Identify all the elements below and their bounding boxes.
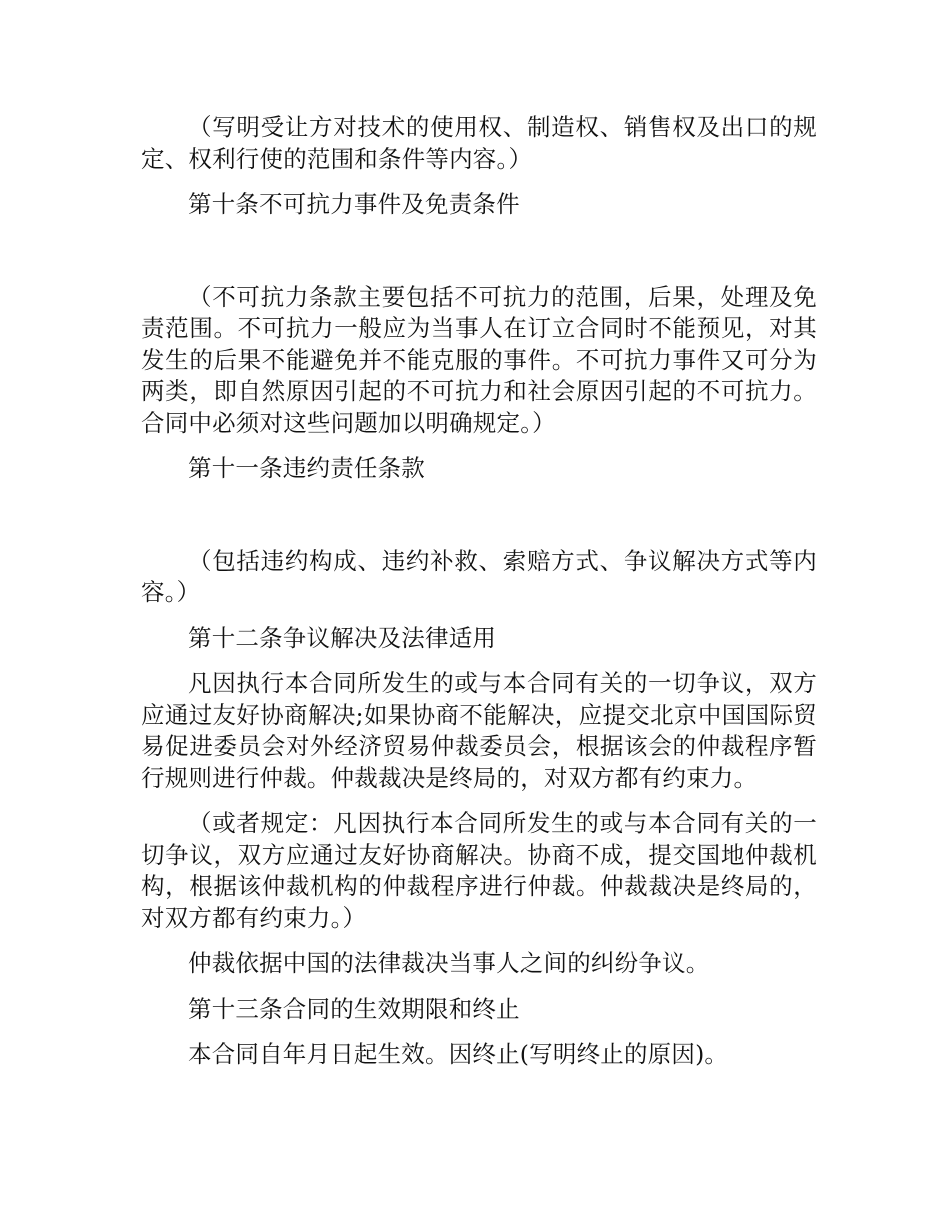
paragraph-governing-law: 仲裁依据中国的法律裁决当事人之间的纠纷争议。 (188, 949, 710, 977)
article-13-heading: 第十三条合同的生效期限和终止 (188, 994, 520, 1023)
blank-space (141, 499, 817, 546)
article-12-heading: 第十二条争议解决及法律适用 (188, 623, 497, 652)
paragraph-transferee-rights-note: （写明受让方对技术的使用权、制造权、销售权及出口的规定、权利行使的范围和条件等内容。） (141, 113, 817, 173)
paragraph-arbitration-clause: 凡因执行本合同所发生的或与本合同有关的一切争议，双方应通过友好协商解决;如果协商不能解决，应提交北京中国国际贸易促进委员会对外经济贸易仲裁委员会，根据该会的仲裁程序暂行规则进行仲裁。仲裁裁决是终局的，对双方都有约束力。 (141, 669, 817, 792)
document-body (141, 112, 817, 1085)
blank-space (141, 235, 817, 282)
article-11-heading: 第十一条违约责任条款 (188, 454, 425, 482)
paragraph-force-majeure-note: （不可抗力条款主要包括不可抗力的范围，后果，处理及免责范围。不可抗力一般应为当事人在订立合同时不能预见，对其发生的后果不能避免并不能克服的事件。不可抗力事件又可分为两类，即自然原因引起的不可抗力和社会原因引起的不可抗力。合同中必须对这些问题加以明确规定。） (141, 282, 817, 437)
article-10-heading: 第十条不可抗力事件及免责条件 (188, 190, 520, 218)
paragraph-arbitration-alternative: （或者规定：凡因执行本合同所发生的或与本合同有关的一切争议，双方应通过友好协商解决。协商不成，提交国地仲裁机构，根据该仲裁机构的仲裁程序进行仲裁。仲裁裁决是终局的，对双方都有约束力。） (141, 809, 817, 932)
paragraph-effective-date: 本合同自年月日起生效。因终止(写明终止的原因)。 (188, 1040, 729, 1068)
paragraph-breach-note: （包括违约构成、违约补救、索赔方式、争议解决方式等内容。） (141, 546, 817, 606)
